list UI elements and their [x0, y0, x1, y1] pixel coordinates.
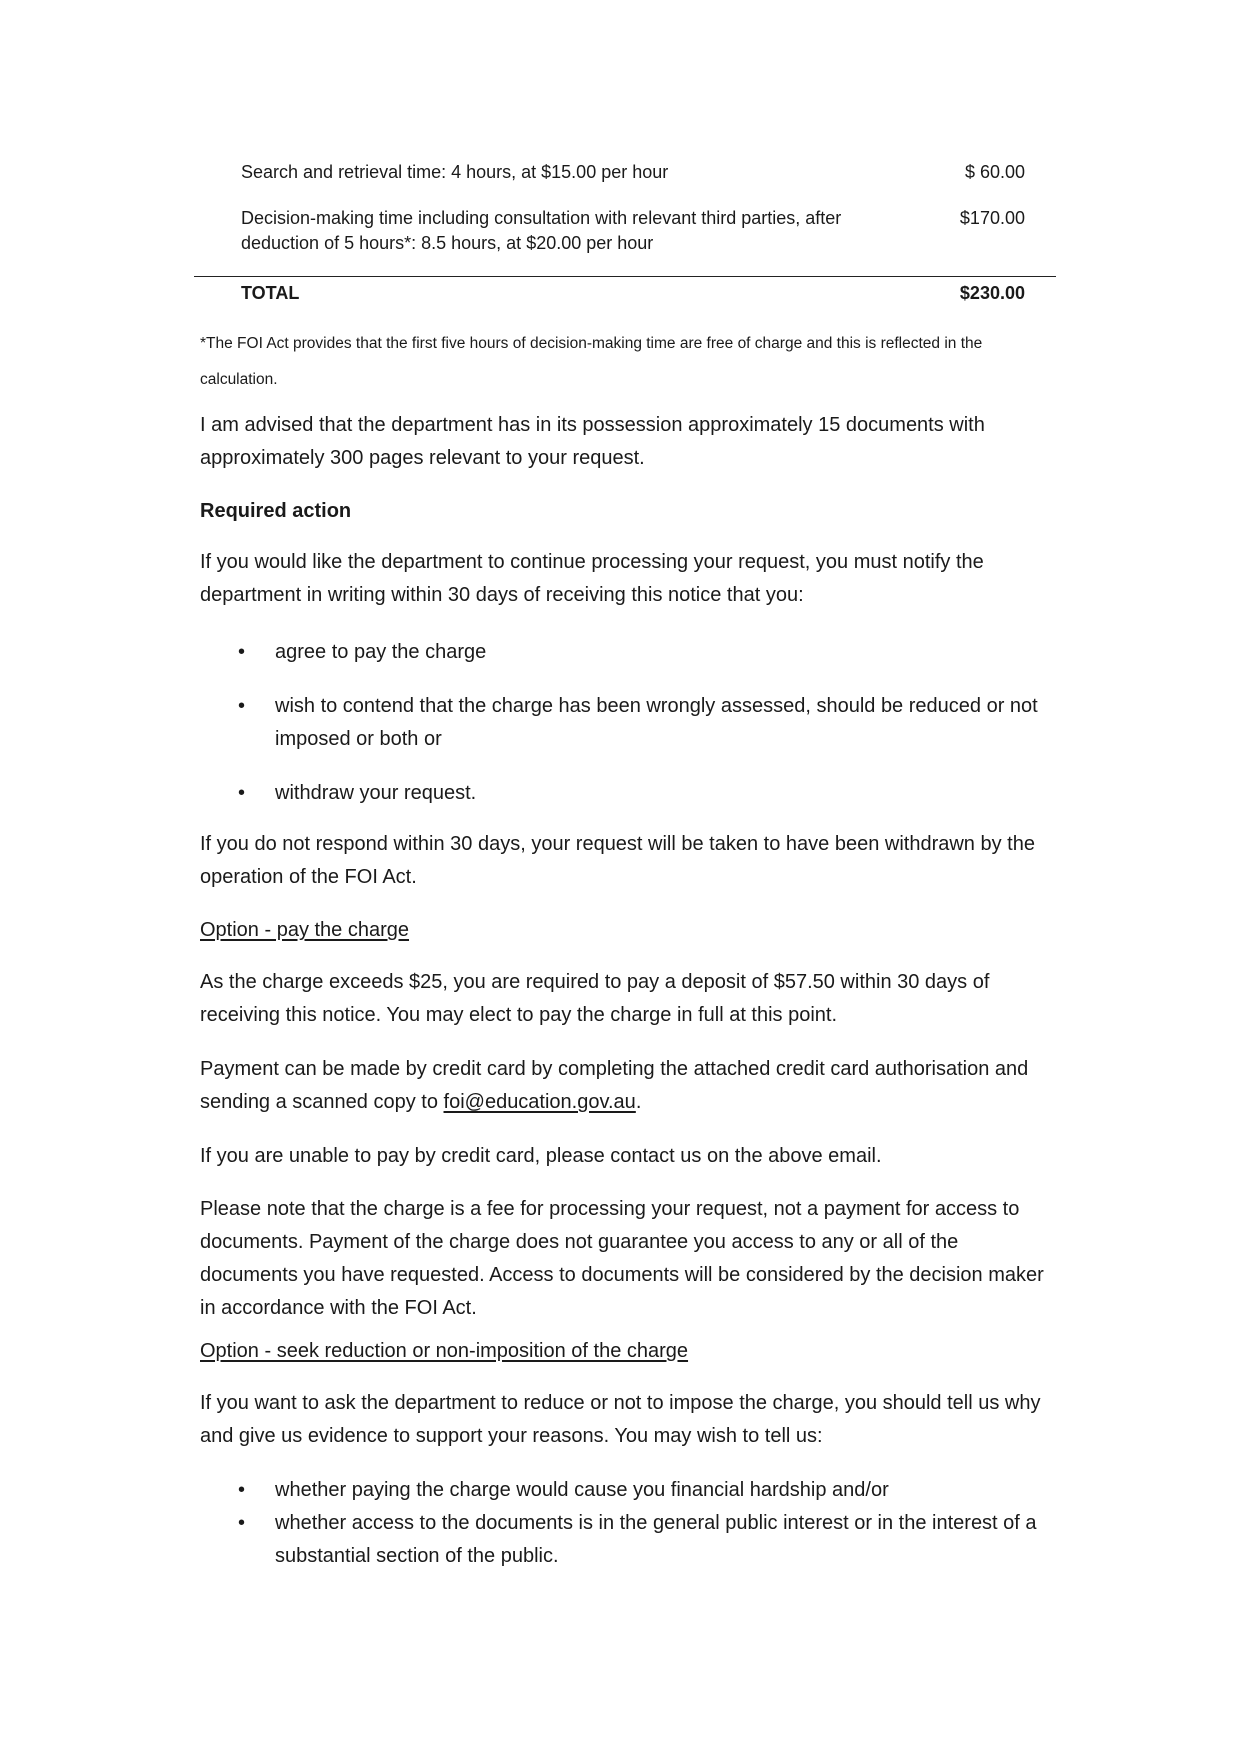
charge-row-decision: [241, 206, 1025, 258]
charge-description: Search and retrieval time: 4 hours, at $15.00 per hour: [241, 162, 669, 182]
heading-option-pay: Option - pay the charge: [200, 919, 410, 941]
list-item-text: whether access to the documents is in the general public interest or in the interest of a substantial section of the public.: [275, 1512, 1037, 1567]
bullet-icon: •: [238, 641, 246, 663]
charge-row-search: [241, 160, 1025, 188]
charge-description: Decision-making time including consultation with relevant third parties, after deduction of 5 hours*: 8.5 hours, at $20.00 per hour: [241, 208, 842, 253]
list-item-text: agree to pay the charge: [275, 641, 487, 663]
bullet-icon: •: [238, 695, 246, 717]
bullet-icon: •: [238, 782, 246, 804]
paragraph-reduce-charge: If you want to ask the department to reduce or not to impose the charge, you should tell us why and give us evidence to support your reasons. You may wish to tell us:: [200, 1392, 1041, 1447]
heading-required-action: Required action: [200, 500, 352, 522]
heading-option-reduce: Option - seek reduction or non-imposition of the charge: [200, 1340, 689, 1362]
list-item-text: whether paying the charge would cause you financial hardship and/or: [275, 1479, 889, 1501]
email-link[interactable]: foi@education.gov.au: [443, 1091, 636, 1113]
paragraph-no-response: If you do not respond within 30 days, your request will be taken to have been withdrawn by the operation of the FOI Act.: [200, 833, 1035, 888]
total-amount: $230.00: [959, 283, 1025, 303]
charge-row-total: [241, 281, 1025, 309]
payment-text-end: .: [635, 1091, 642, 1113]
paragraph-continue-processing: If you would like the department to continue processing your request, you must notify the department in writing within 30 days of receiving this notice that you:: [200, 551, 984, 606]
bullet-icon: •: [238, 1512, 246, 1534]
paragraph-charge-note: Please note that the charge is a fee for processing your request, not a payment for access to documents. Payment of the charge does not guarantee you access to any or all of the documents you have requested. Access to documents will be considered by the decision maker in accordance with the FOI Act.: [200, 1198, 1044, 1319]
paragraph-documents-held: I am advised that the department has in its possession approximately 15 documents with approximately 300 pages relevant to your request.: [200, 414, 985, 469]
paragraph-unable-to-pay: If you are unable to pay by credit card, please contact us on the above email.: [200, 1145, 882, 1167]
total-label: TOTAL: [241, 283, 300, 303]
table-divider: [194, 276, 1056, 277]
bullet-icon: •: [238, 1479, 246, 1501]
list-item-text: withdraw your request.: [275, 782, 477, 804]
charge-amount: $170.00: [959, 208, 1025, 228]
paragraph-payment-method: [200, 1053, 1060, 1119]
payment-text: Payment can be made by credit card by completing the attached credit card authorisation and sending a scanned copy to: [200, 1058, 1029, 1113]
paragraph-deposit: As the charge exceeds $25, you are required to pay a deposit of $57.50 within 30 days of receiving this notice. You may elect to pay the charge in full at this point.: [200, 971, 990, 1026]
footnote: *The FOI Act provides that the first five hours of decision-making time are free of charge and this is reflected in the calculation.: [200, 335, 983, 388]
list-item-text: wish to contend that the charge has been wrongly assessed, should be reduced or not imposed or both or: [275, 695, 1038, 750]
charge-amount: $ 60.00: [964, 162, 1025, 182]
